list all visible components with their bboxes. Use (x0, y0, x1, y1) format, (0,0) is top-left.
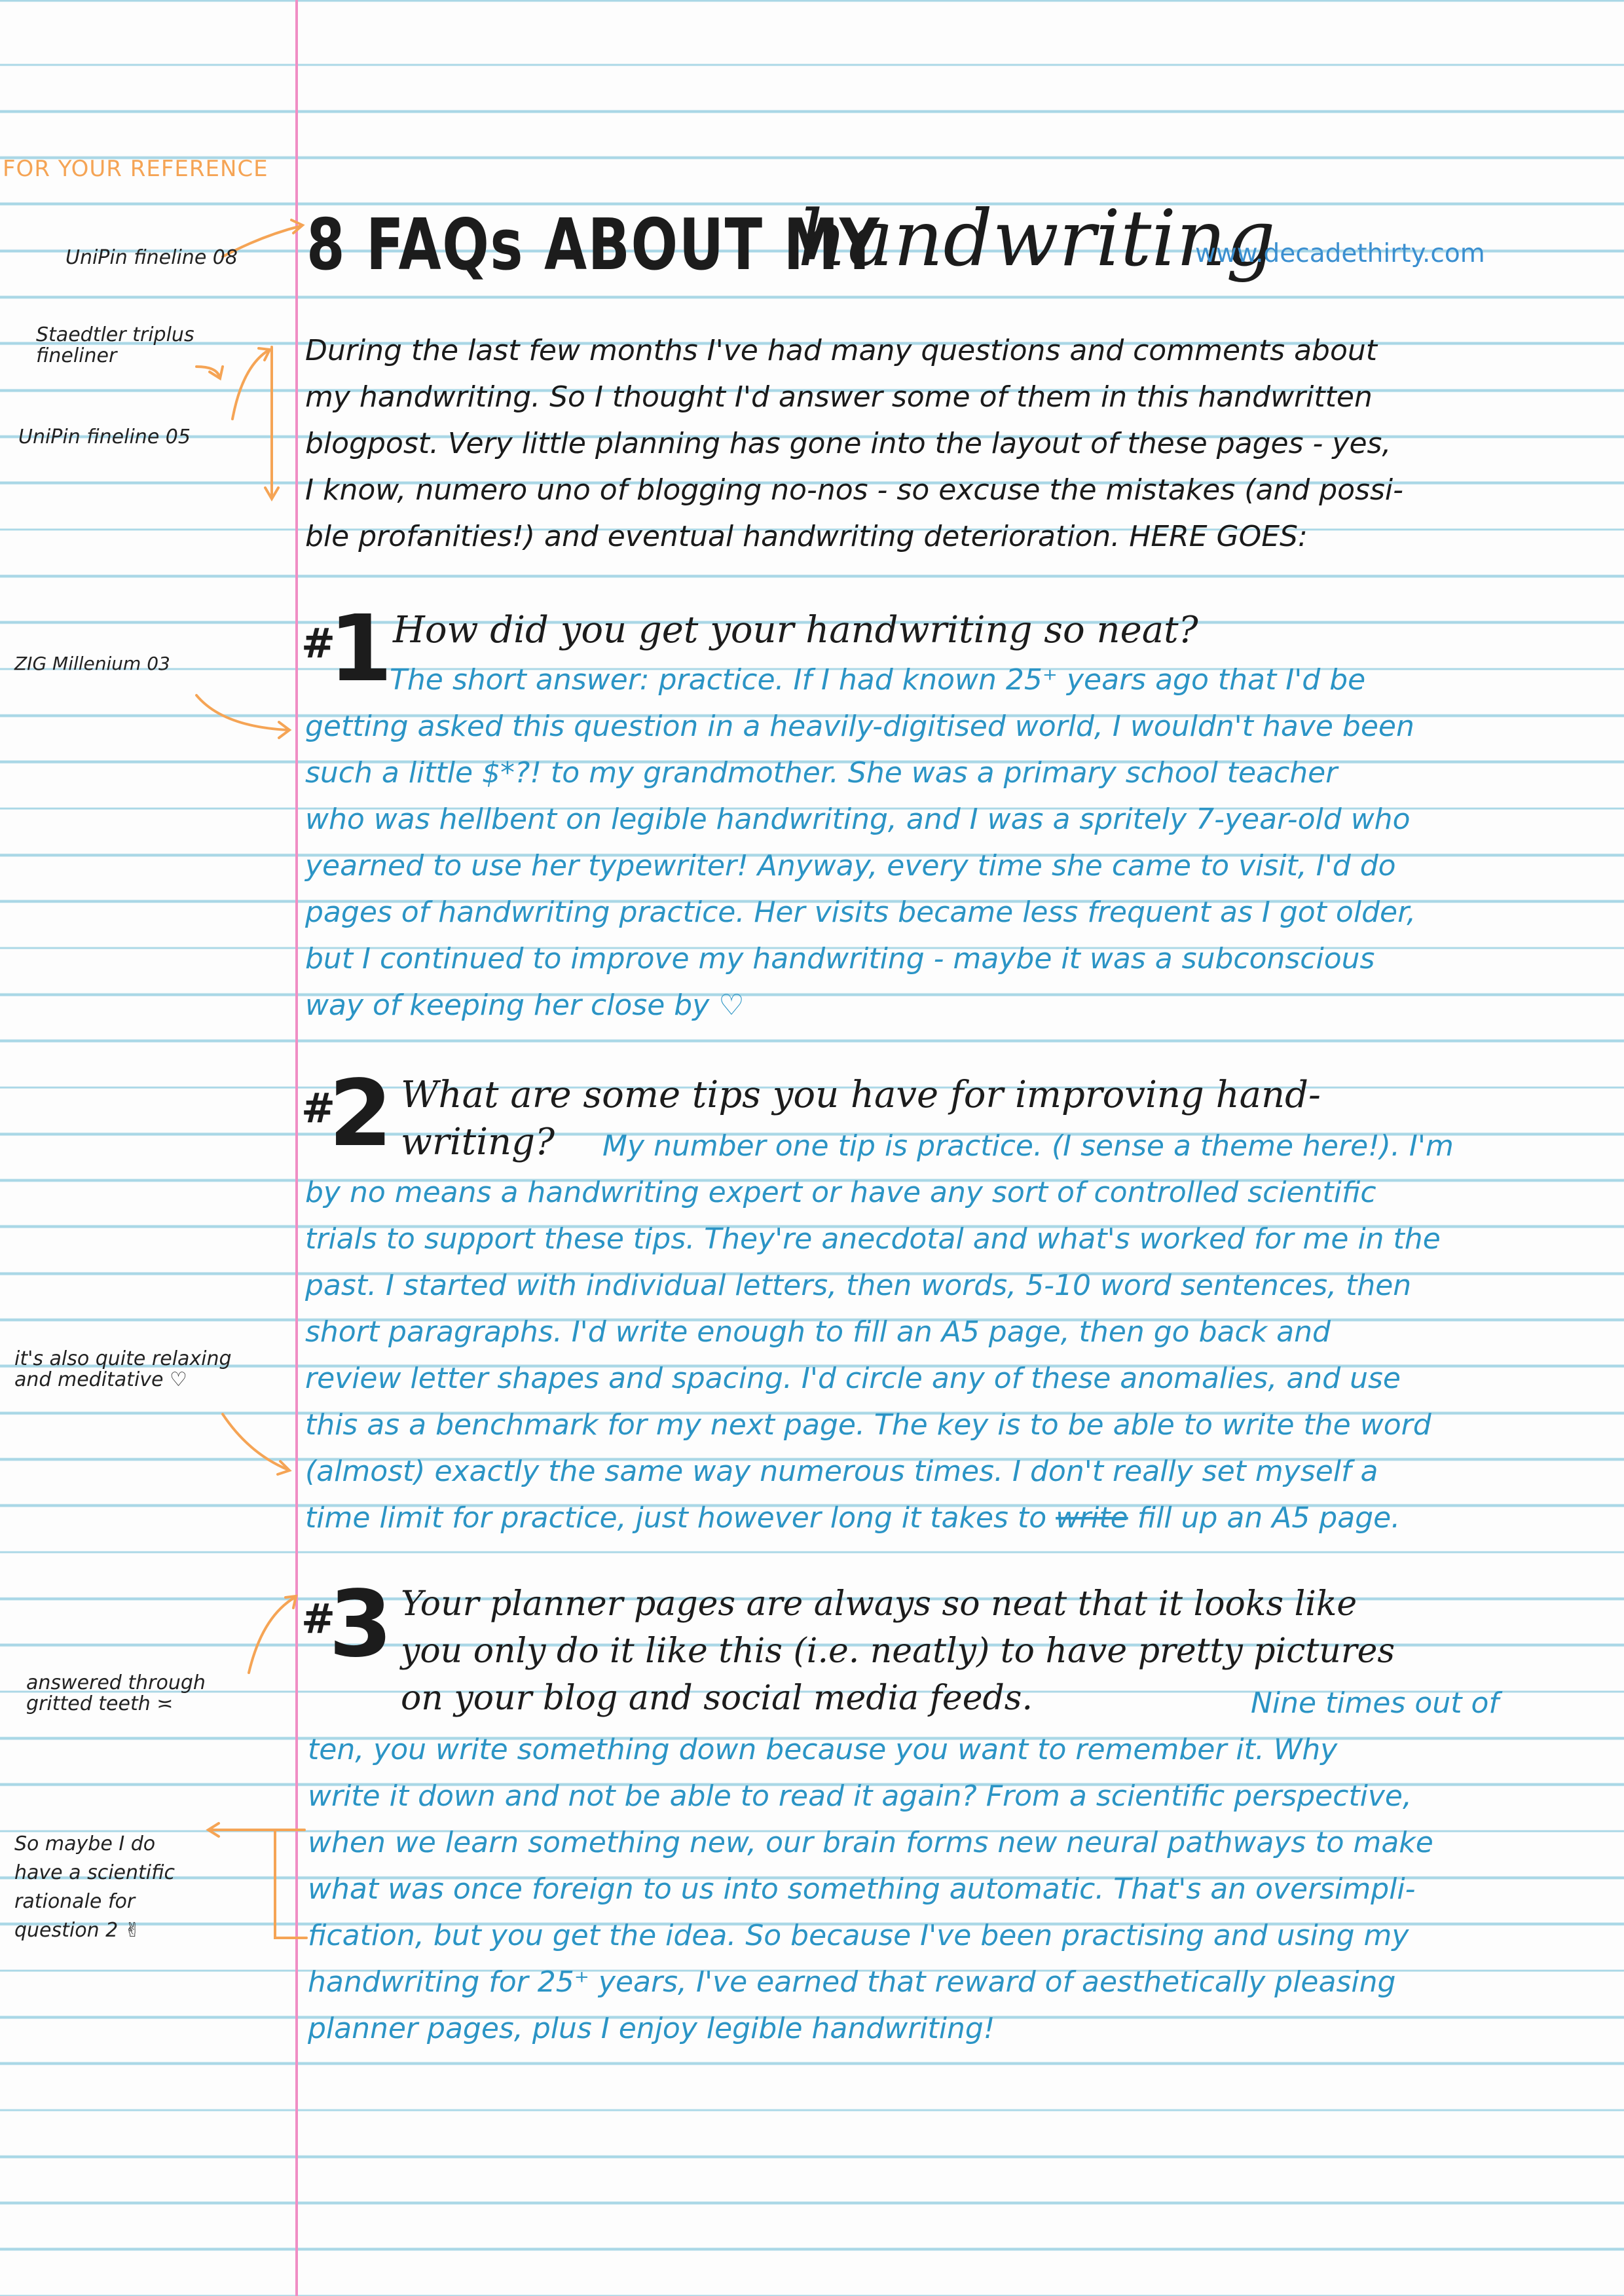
note-scientific (14, 1830, 175, 1945)
answer-line: what was once foreign to us into something automatic. That's an oversimpli- (308, 1872, 1416, 1906)
note-line: Staedtler triplus (36, 323, 194, 346)
answer-line: this as a benchmark for my next page. The key is to be able to write the word (305, 1408, 1431, 1442)
reference-label: FOR YOUR REFERENCE (3, 156, 268, 182)
faq-1-number (301, 596, 393, 702)
note-line: So maybe I do (14, 1832, 156, 1855)
faq-2-answer-first: My number one tip is practice. (I sense a theme here!). I'm (602, 1129, 1454, 1163)
intro-line: ble profanities!) and eventual handwriting deterioration. HERE GOES: (305, 520, 1308, 553)
hash-symbol: # (301, 619, 335, 667)
note-zig (14, 649, 170, 678)
note-staedtler (36, 325, 194, 367)
answer-line: trials to support these tips. They're anecdotal and what's worked for me in the (305, 1222, 1441, 1256)
intro-line: blogpost. Very little planning has gone into the layout of these pages - yes, (305, 427, 1392, 460)
answer-line: such a little $*?! to my grandmother. She was a primary school teacher (305, 756, 1338, 790)
faq-digit: 1 (329, 596, 393, 702)
faq-1-answer-line: The short answer: practice. If I had known 25⁺ years ago that I'd be (390, 663, 1366, 697)
arrow-unipin05 (232, 350, 268, 419)
faq-2-number (301, 1061, 393, 1167)
note-gritted (26, 1673, 206, 1715)
faq-3-question-cont: on your blog and social media feeds. (401, 1679, 1033, 1718)
intro-line: my handwriting. So I thought I'd answer some of them in this handwritten (305, 380, 1373, 414)
faq-digit: 2 (329, 1061, 393, 1167)
answer-line: short paragraphs. I'd write enough to fill an A5 page, then go back and (305, 1315, 1331, 1349)
note-unipin-08 (65, 244, 238, 272)
text-after: fill up an A5 page. (1128, 1501, 1401, 1535)
hash-symbol: # (301, 1084, 335, 1132)
faq-3-number (301, 1571, 393, 1678)
bracket-scientific (275, 1830, 306, 1938)
note-line: rationale for (14, 1890, 136, 1913)
answer-line: but I continued to improve my handwriting - maybe it was a subconscious (305, 942, 1375, 975)
note-line: ZIG Millenium 03 (14, 653, 170, 674)
answer-line: ten, you write something down because you want to remember it. Why (308, 1733, 1338, 1766)
answer-line: way of keeping her close by ♡ (305, 989, 745, 1022)
intro-line: During the last few months I've had many questions and comments about (305, 334, 1378, 367)
text-before: time limit for practice, just however long it takes to (305, 1501, 1056, 1535)
answer-line: planner pages, plus I enjoy legible handwriting! (308, 2012, 995, 2045)
answer-line: review letter shapes and spacing. I'd circle any of these anomalies, and use (305, 1362, 1401, 1395)
note-line: and meditative ♡ (14, 1368, 187, 1391)
note-line: answered through (26, 1671, 206, 1694)
note-relaxing (14, 1349, 232, 1391)
note-line: question 2 ✌ (14, 1919, 141, 1942)
faq-2-question: What are some tips you have for improving hand- (401, 1074, 1321, 1116)
faq-3-answer-first: Nine times out of (1251, 1686, 1499, 1720)
answer-line: pages of handwriting practice. Her visits became less frequent as I got older, (305, 896, 1416, 929)
arrow-relaxing (223, 1414, 288, 1470)
answer-line: yearned to use her typewriter! Anyway, every time she came to visit, I'd do (305, 849, 1396, 883)
answer-line-last (305, 1501, 1400, 1535)
answer-line: who was hellbent on legible handwriting, and I was a spritely 7-year-old who (305, 803, 1411, 836)
answer-line: fication, but you get the idea. So because I've been practising and using my (308, 1919, 1409, 1952)
note-line: it's also quite relaxing (14, 1347, 232, 1370)
title-main: 8 FAQs ABOUT MY (306, 204, 881, 286)
hash-symbol: # (301, 1595, 335, 1643)
faq-1-question: How did you get your handwriting so neat? (393, 609, 1198, 651)
note-line: UniPin fineline 08 (65, 246, 238, 269)
faq-2-question-cont: writing? (401, 1121, 555, 1163)
answer-line: when we learn something new, our brain forms new neural pathways to make (308, 1826, 1433, 1859)
note-line: UniPin fineline 05 (18, 426, 191, 448)
faq-digit: 3 (329, 1571, 393, 1678)
note-unipin-05 (18, 423, 191, 452)
title-script: handwriting (798, 193, 1276, 283)
site-url: www.decadethirty.com (1195, 239, 1485, 268)
answer-line: write it down and not be able to read it again? From a scientific perspective, (308, 1779, 1412, 1813)
answer-line: past. I started with individual letters, then words, 5-10 word sentences, then (305, 1269, 1412, 1302)
answer-line: (almost) exactly the same way numerous times. I don't really set myself a (305, 1455, 1378, 1488)
faq-3-question: Your planner pages are always so neat that it looks like (401, 1584, 1357, 1624)
arrow-gritted (249, 1597, 295, 1673)
answer-line: handwriting for 25⁺ years, I've earned that reward of aesthetically pleasing (308, 1965, 1396, 1999)
struck-word: write (1056, 1501, 1128, 1535)
intro-line: I know, numero uno of blogging no-nos - so excuse the mistakes (and possi- (305, 473, 1404, 507)
note-line: fineliner (36, 344, 117, 367)
answer-line: getting asked this question in a heavily-digitised world, I wouldn't have been (305, 710, 1414, 743)
arrow-zig (196, 695, 288, 730)
faq-3-question-cont: you only do it like this (i.e. neatly) to have pretty pictures (401, 1631, 1395, 1671)
note-line: have a scientific (14, 1861, 175, 1884)
note-line: gritted teeth ≍ (26, 1692, 174, 1715)
answer-line: by no means a handwriting expert or have any sort of controlled scientific (305, 1176, 1376, 1209)
